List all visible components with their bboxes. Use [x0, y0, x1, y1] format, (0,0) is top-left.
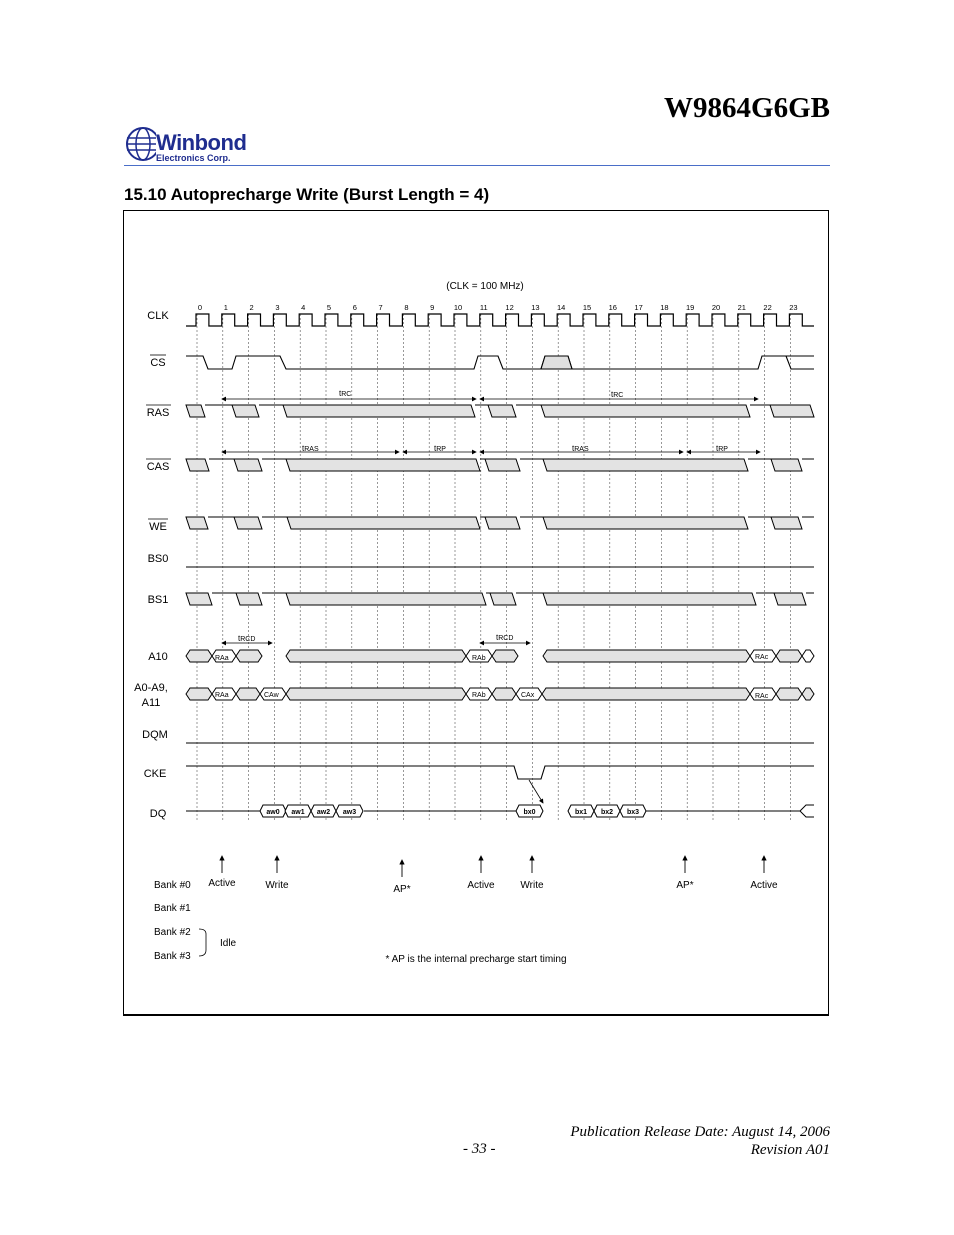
bank-3: Bank #3	[154, 951, 191, 962]
cycle-number: 3	[275, 303, 280, 312]
page-number: - 33 -	[463, 1141, 496, 1157]
signal-segment	[283, 405, 475, 417]
trp-label-1: tRP	[434, 444, 446, 453]
cycle-number: 14	[557, 303, 566, 312]
section-title: 15.10 Autoprecharge Write (Burst Length = 4)	[124, 185, 490, 204]
cycle-number: 21	[737, 303, 746, 312]
dq-value: aw2	[316, 809, 331, 816]
bank-idle: Idle	[220, 938, 237, 949]
signal-segment	[485, 459, 520, 471]
clk-waveform	[186, 314, 814, 326]
bus-segment	[286, 650, 466, 662]
cycle-number: 2	[249, 303, 254, 312]
trp-label-2: tRP	[716, 444, 728, 453]
signal-segment	[186, 405, 205, 417]
bank-2: Bank #2	[154, 927, 191, 938]
tras-label-1: tRAS	[302, 444, 319, 453]
cycle-number: 12	[505, 303, 514, 312]
cycle-number: 22	[763, 303, 772, 312]
signal-cke: CKE	[143, 768, 167, 780]
signal-segment	[543, 517, 748, 529]
event-active-2: Active	[467, 880, 495, 891]
signal-segment	[488, 405, 516, 417]
signal-bs0: BS0	[147, 553, 169, 565]
raa-a10: RAa	[215, 655, 229, 662]
signal-segment	[771, 459, 802, 471]
idle-bracket	[199, 929, 206, 956]
cycle-number: 10	[453, 303, 463, 312]
bus-segment	[543, 650, 750, 662]
cycle-number: 23	[789, 303, 798, 312]
signal-segment	[287, 517, 480, 529]
cycle-number: 19	[686, 303, 695, 312]
cycle-numbers	[198, 303, 798, 312]
bank-1: Bank #1	[154, 903, 191, 914]
cycle-number: 4	[301, 303, 306, 312]
event-active-3: Active	[750, 880, 778, 891]
signal-segment	[770, 405, 814, 417]
cycle-number: 16	[608, 303, 617, 312]
rac-addr: RAc	[755, 693, 769, 700]
caw-addr: CAw	[264, 692, 279, 699]
cs-waveform	[186, 356, 814, 369]
signal-segment	[186, 593, 212, 605]
cycle-number: 20	[711, 303, 721, 312]
signal-segment	[286, 593, 486, 605]
cycle-number: 1	[223, 303, 228, 312]
release-date: Publication Release Date: August 14, 2006	[570, 1124, 830, 1140]
footer-release	[570, 1123, 830, 1159]
signal-dqm: DQM	[142, 729, 168, 741]
bank-0: Bank #0	[154, 880, 191, 891]
cycle-number: 15	[582, 303, 592, 312]
bus-segment	[286, 688, 466, 700]
signal-segment	[541, 405, 750, 417]
signal-segment	[234, 517, 262, 529]
cycle-number: 13	[531, 303, 540, 312]
signal-segment	[485, 517, 520, 529]
dq-value: bx0	[523, 809, 536, 816]
event-write-1: Write	[265, 880, 289, 891]
cke-waveform	[186, 766, 814, 779]
revision: Revision A01	[750, 1142, 830, 1158]
dq-value: aw3	[342, 809, 357, 816]
signal-segment	[186, 517, 208, 529]
signal-segment	[771, 517, 802, 529]
bus-segment	[492, 650, 518, 662]
trcd-label-2: tRCD	[496, 633, 514, 642]
rab-a10: RAb	[472, 655, 486, 662]
signal-segment	[234, 459, 262, 471]
event-arrows	[222, 856, 764, 877]
cycle-number: 7	[378, 303, 383, 312]
trc-label-1: tRC	[339, 389, 352, 398]
bus-segment	[542, 688, 750, 700]
bus-segment	[186, 650, 212, 662]
dq-value: aw0	[266, 809, 280, 816]
bus-segment	[492, 688, 516, 700]
bus-segment	[236, 688, 260, 700]
event-write-2: Write	[520, 880, 544, 891]
bus-segment	[236, 650, 262, 662]
cke-arrow	[529, 780, 543, 803]
cycle-number: 6	[352, 303, 357, 312]
logo-text: Winbond	[156, 130, 247, 155]
cycle-number: 5	[326, 303, 332, 312]
cycle-number: 9	[430, 303, 435, 312]
signal-ras: RAS	[146, 407, 170, 419]
cax-addr: CAx	[521, 692, 535, 699]
dq-value: bx2	[600, 809, 614, 816]
footnote: * AP is the internal precharge start timing	[385, 954, 567, 965]
event-ap-2: AP*	[676, 880, 694, 891]
dq-waveform	[186, 805, 814, 817]
signal-a10: A10	[148, 651, 168, 663]
tras-label-2: tRAS	[572, 444, 589, 453]
signal-segment	[232, 405, 259, 417]
cycle-number: 18	[660, 303, 669, 312]
grid-lines	[197, 314, 790, 822]
cycle-number: 11	[479, 303, 488, 312]
signal-bs1: BS1	[147, 594, 169, 606]
signal-we: WE	[149, 521, 167, 533]
rac-a10: RAc	[755, 654, 769, 661]
dq-value: bx1	[574, 809, 588, 816]
signal-cas: CAS	[146, 461, 170, 473]
signal-segment	[543, 459, 748, 471]
bus-segment	[776, 650, 802, 662]
clock-note: (CLK = 100 MHz)	[446, 281, 524, 292]
signal-cs: CS	[150, 357, 166, 369]
part-number: W9864G6GB	[664, 92, 830, 124]
signal-segment	[490, 593, 516, 605]
signal-segment	[186, 459, 209, 471]
cycle-number: 17	[634, 303, 643, 312]
dq-value: bx3	[626, 809, 640, 816]
trc-label-2: tRC	[611, 390, 624, 399]
raa-addr: RAa	[215, 692, 229, 699]
dq-value: aw1	[291, 809, 305, 816]
event-ap-1: AP*	[393, 884, 411, 895]
bus-segment	[802, 688, 814, 700]
bus-segment	[776, 688, 802, 700]
bus-segment	[802, 650, 814, 662]
bus-segment	[186, 688, 212, 700]
trcd-label-1: tRCD	[238, 634, 256, 643]
event-active-1: Active	[208, 878, 236, 889]
signal-segment	[543, 593, 756, 605]
signal-address-2: A11	[141, 697, 161, 709]
signal-clk: CLK	[147, 310, 169, 322]
signal-dq: DQ	[149, 808, 167, 820]
signal-segment	[774, 593, 806, 605]
signal-segment	[286, 459, 480, 471]
signal-address-1: A0-A9,	[134, 682, 168, 694]
signal-segment	[236, 593, 262, 605]
cycle-number: 8	[404, 303, 409, 312]
cycle-number: 0	[197, 303, 203, 312]
rab-addr: RAb	[472, 692, 486, 699]
logo-subtitle: Electronics Corp.	[156, 153, 231, 163]
